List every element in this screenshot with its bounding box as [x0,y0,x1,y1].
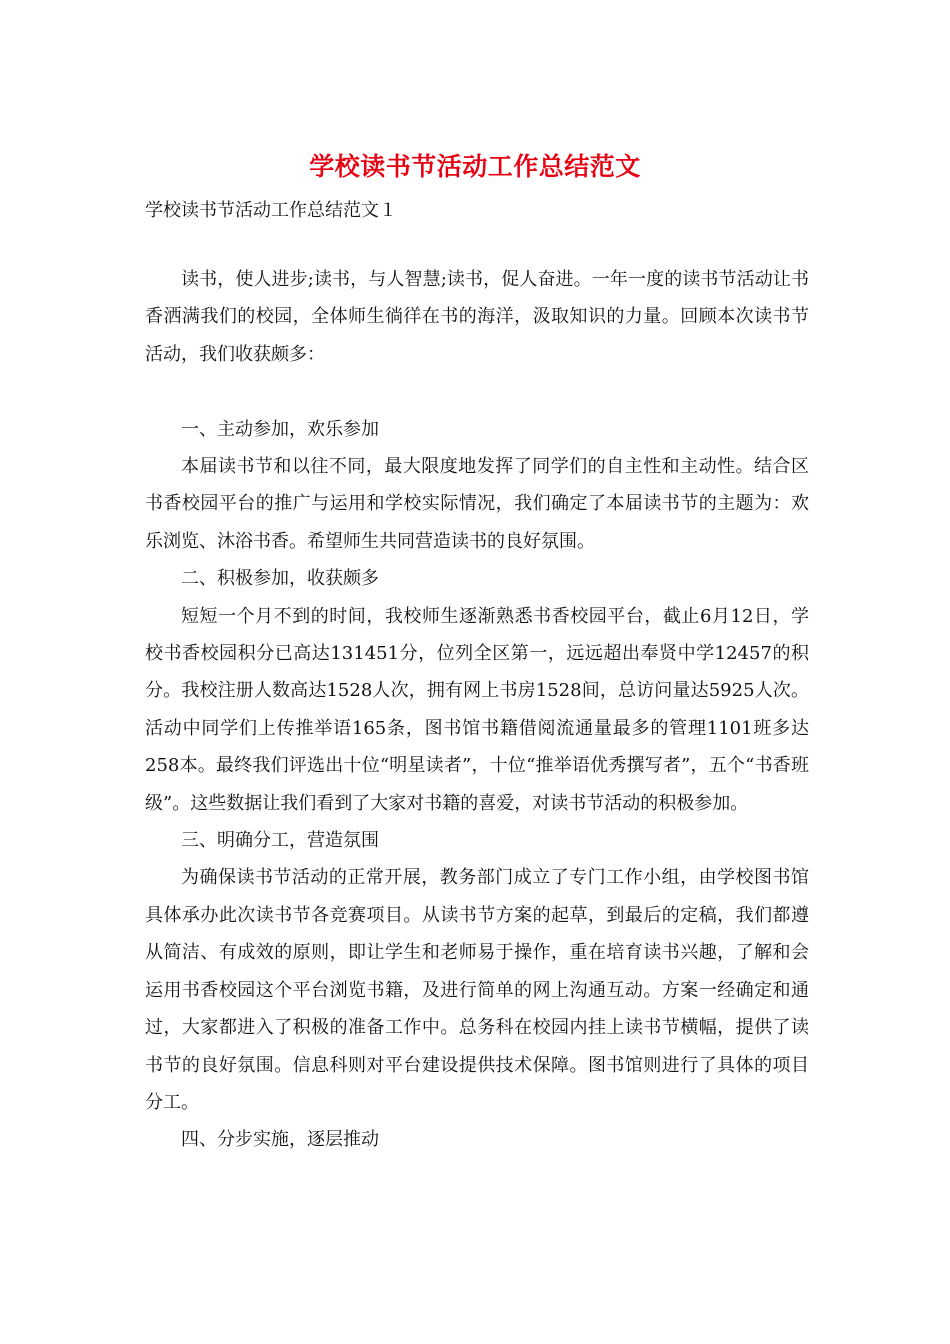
section-heading: 一、主动参加，欢乐参加 [181,418,379,440]
body-paragraph: 短短一个月不到的时间，我校师生逐渐熟悉书香校园平台，截止6月12日，学校书香校园积分已高达131451分，位列全区第一，远远超出奉贤中学12457的积分。我校注册人数高达1528人次，拥有网上书房1528间，总访问量达5925人次。活动中同学们上传推举语165条，图书馆书籍借阅流通量最多的管理1101班多达258本。最终我们评选出十位“明星读者”，十位“推举语优秀撰写者”，五个“书香班级”。这些数据让我们看到了大家对书籍的喜爱，对读书节活动的积极参加。 [145,605,809,814]
body-paragraph: 本届读书节和以往不同，最大限度地发挥了同学们的自主性和主动性。结合区书香校园平台的推广与运用和学校实际情况，我们确定了本届读书节的主题为：欢乐浏览、沐浴书香。希望师生共同营造读书的良好氛围。 [145,456,809,552]
document-body [145,261,809,1159]
intro-paragraph: 读书，使人进步;读书，与人智慧;读书，促人奋进。一年一度的读书节活动让书香洒满我们的校园，全体师生徜徉在书的海洋，汲取知识的力量。回顾本次读书节活动，我们收获颇多： [145,269,809,365]
document-subtitle: 学校读书节活动工作总结范文１ [145,200,397,221]
body-paragraph: 为确保读书节活动的正常开展，教务部门成立了专门工作小组，由学校图书馆具体承办此次读书节各竞赛项目。从读书节方案的起草，到最后的定稿，我们都遵从简洁、有成效的原则，即让学生和老师易于操作，重在培育读书兴趣，了解和会运用书香校园这个平台浏览书籍，及进行简单的网上沟通互动。方案一经确定和通过，大家都进入了积极的准备工作中。总务科在校园内挂上读书节横幅，提供了读书节的良好氛围。信息科则对平台建设提供技术保障。图书馆则进行了具体的项目分工。 [145,867,809,1113]
section-heading: 三、明确分工，营造氛围 [181,830,379,852]
document-title: 学校读书节活动工作总结范文 [309,152,641,181]
section-heading: 四、分步实施，逐层推动 [181,1129,379,1151]
section-heading: 二、积极参加，收获颇多 [181,568,379,590]
